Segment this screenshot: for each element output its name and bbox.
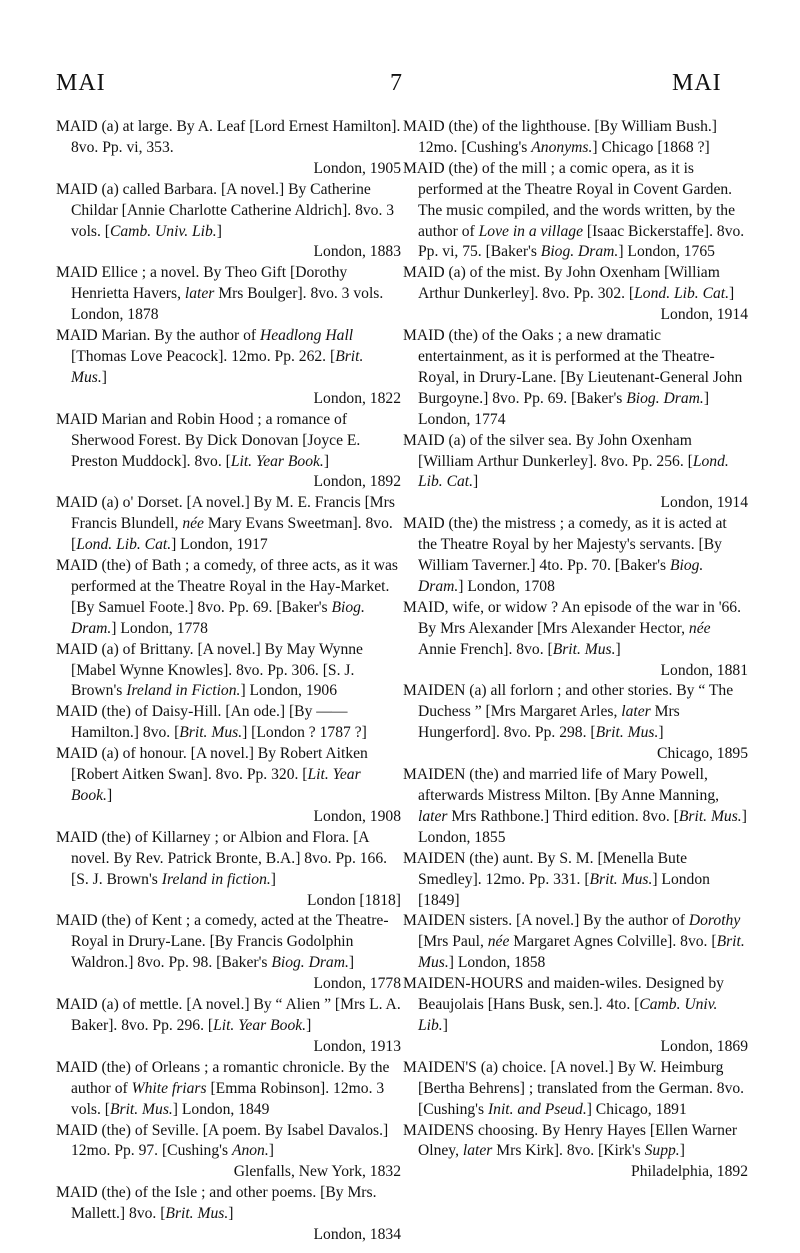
- entry-text: MAIDEN-HOURS and maiden-wiles. Designed by Beaujolais [Hans Busk, sen.]. 4to. [: [403, 975, 724, 1014]
- entry-imprint: London, 1914: [660, 306, 748, 324]
- entry-text: ]: [615, 640, 621, 658]
- entry-text: ] London, 1774: [418, 389, 710, 428]
- bibliography-entry: [56, 744, 401, 828]
- entry-text: MAID (the) of Orleans ; a romantic chronicle. By the author of: [56, 1058, 390, 1097]
- entry-text: ]: [270, 870, 276, 888]
- entry-text: MAID (a) o' Dorset. [A novel.] By M. E. Francis [Mrs Francis Blundell,: [56, 494, 395, 533]
- entry-italic-text: White friars: [131, 1079, 207, 1097]
- entry-text: MAID (a) of the mist. By John Oxenham [William Arthur Dunkerley]. 8vo. Pp. 302. [: [403, 264, 720, 303]
- entry-imprint: London, 1883: [313, 243, 401, 261]
- entry-italic-text: Brit. Mus.: [678, 807, 742, 825]
- entry-imprint: London, 1869: [660, 1037, 748, 1055]
- entry-text: MAID (a) of mettle. [A novel.] By “ Alien ” [Mrs L. A. Baker]. 8vo. Pp. 296. [: [56, 996, 401, 1034]
- entry-text: ]: [101, 368, 107, 386]
- entry-italic-text: Biog. Dram.: [271, 954, 349, 972]
- entry-italic-text: later: [462, 1142, 493, 1160]
- entry-text: [Thomas Love Peacock]. 12mo. Pp. 262. [: [71, 347, 336, 365]
- running-head: [0, 70, 800, 100]
- entry-italic-text: Brit. Mus.: [595, 724, 659, 742]
- bibliography-entry: [56, 1183, 401, 1246]
- entry-text: MAID (the) the mistress ; a comedy, as it is acted at the Theatre Royal by her Majesty's servants. [By William Taverner.] 4to. Pp. 70. [Baker's: [403, 515, 727, 575]
- bibliography-entry: [56, 1058, 401, 1121]
- entry-italic-text: Lit. Year Book.: [71, 766, 361, 804]
- entry-text: MAIDEN (the) and married life of Mary Powell, afterwards Mistress Milton. [By Anne Manning,: [403, 766, 720, 804]
- entry-text: MAID (the) of the mill ; a comic opera, as it is performed at the Theatre Royal in Covent Garden. The music compiled, and the words written, by the author of: [403, 159, 735, 240]
- entry-text: ] London, 1906: [240, 682, 338, 700]
- entry-italic-text: Biog. Dram.: [418, 557, 704, 595]
- entry-text: MAID (the) of Killarney ; or Albion and Flora. [A novel. By Rev. Patrick Bronte, B.A.] 8vo. Pp. 166. [S. J. Brown's: [56, 828, 388, 888]
- bibliography-entry: [403, 911, 748, 974]
- entry-italic-text: Brit. Mus.: [589, 870, 653, 888]
- entry-text: ]: [306, 1016, 312, 1034]
- entry-text: Mrs Boulger]. 8vo. 3 vols. London, 1878: [71, 285, 384, 324]
- entry-italic-text: Ireland in fiction.: [161, 870, 271, 888]
- entry-italic-text: Brit. Mus.: [109, 1100, 173, 1118]
- entry-italic-text: Supp.: [644, 1142, 680, 1160]
- entry-text: [Emma Robinson]. 12mo. 3 vols. [: [71, 1079, 385, 1118]
- entry-text: ]: [729, 285, 735, 303]
- entry-italic-text: Biog. Dram.: [626, 389, 704, 407]
- bibliography-entry: [56, 410, 401, 494]
- bibliography-entry: [403, 765, 748, 849]
- entry-italic-text: Init. and Pseud.: [487, 1100, 587, 1118]
- bibliography-entry: [56, 640, 401, 703]
- entry-text: ]: [679, 1142, 685, 1160]
- entry-text: ]: [348, 954, 355, 972]
- bibliography-entry: [403, 431, 748, 515]
- bibliography-entry: [403, 598, 748, 682]
- entry-text: ] London, 1778: [111, 619, 208, 637]
- entry-text: MAIDEN'S (a) choice. [A novel.] By W. Heimburg [Bertha Behrens] ; translated from the German. 8vo. [Cushing's: [403, 1058, 745, 1118]
- entry-text: MAID (the) of Seville. [A poem. By Isabel Davalos.] 12mo. Pp. 97. [Cushing's: [56, 1121, 389, 1160]
- entry-text: MAID (a) at large. By A. Leaf [Lord Ernest Hamilton]. 8vo. Pp. vi, 353.: [56, 118, 401, 156]
- entry-text: MAID (a) called Barbara. [A novel.] By Catherine Childar [Annie Charlotte Catherine Aldrich]. 8vo. 3 vols. [: [56, 180, 395, 240]
- entry-text: MAID, wife, or widow ? An episode of the war in '66. By Mrs Alexander [Mrs Alexander Hector,: [403, 598, 742, 637]
- bibliography-entry: [403, 681, 748, 765]
- entry-text: Mrs Hungerford]. 8vo. Pp. 298. [: [418, 703, 680, 742]
- entry-italic-text: Lond. Lib. Cat.: [418, 452, 729, 491]
- entry-text: ]: [473, 473, 479, 491]
- entry-italic-text: later: [184, 285, 215, 303]
- running-head-left: MAI: [56, 70, 106, 96]
- entry-italic-text: Lit. Year Book.: [230, 452, 324, 470]
- entry-text: MAIDEN sisters. [A novel.] By the author of: [403, 912, 689, 930]
- entry-italic-text: née: [487, 933, 510, 951]
- entry-imprint: London, 1905: [313, 159, 401, 177]
- entry-text: MAID (the) of the Oaks ; a new dramatic entertainment, as it is performed at the Theatre-Royal, in Drury-Lane. [By Lieutenant-General John Burgoyne.] 8vo. Pp. 69. [Baker's: [403, 327, 743, 407]
- bibliography-entry: [56, 556, 401, 640]
- entry-imprint: Chicago, 1895: [657, 745, 748, 763]
- entry-text: MAID Marian and Robin Hood ; a romance of Sherwood Forest. By Dick Donovan [Joyce E. Preston Muddock]. 8vo. [: [56, 410, 361, 470]
- entry-imprint: London, 1908: [313, 807, 401, 825]
- entry-italic-text: Headlong Hall: [259, 327, 354, 345]
- entry-text: [Isaac Bickerstaffe]. 8vo. Pp. vi, 75. [Baker's: [418, 222, 745, 261]
- entry-italic-text: Brit. Mus.: [71, 347, 364, 386]
- entry-text: ]: [228, 1205, 234, 1223]
- entry-text: ] London, 1917: [171, 536, 268, 554]
- entry-italic-text: Dorothy: [688, 912, 741, 930]
- entry-text: MAID Marian. By the author of: [56, 327, 260, 345]
- entry-italic-text: Brit. Mus.: [418, 933, 745, 972]
- bibliography-entry: [403, 514, 748, 598]
- entry-italic-text: Biog. Dram.: [540, 243, 619, 261]
- bibliography-entry: [403, 1121, 748, 1184]
- bibliography-entry: [56, 1121, 401, 1184]
- bibliography-entry: [56, 180, 401, 264]
- entry-italic-text: Brit. Mus.: [179, 724, 243, 742]
- entry-imprint: London, 1892: [313, 473, 401, 491]
- entry-text: ]: [268, 1142, 274, 1160]
- entry-italic-text: Camb. Univ. Lib.: [418, 996, 718, 1034]
- entry-text: MAID (the) of Daisy-Hill. [An ode.] [By —— Hamilton.] 8vo. [: [56, 703, 348, 742]
- entry-text: MAIDEN (the) aunt. By S. M. [Menella Bute Smedley]. 12mo. Pp. 331. [: [403, 849, 688, 888]
- entry-imprint: London, 1913: [313, 1037, 401, 1055]
- entry-italic-text: née: [688, 619, 711, 637]
- bibliography-entry: [403, 159, 748, 264]
- entry-text: Mrs Kirk]. 8vo. [Kirk's: [492, 1142, 645, 1160]
- entry-text: ] [London ? 1787 ?]: [242, 724, 367, 742]
- entry-italic-text: Anon.: [231, 1142, 269, 1160]
- entry-text: MAIDEN (a) all forlorn ; and other stories. By “ The Duchess ” [Mrs Margaret Arles,: [403, 682, 734, 721]
- bibliography-entry: [56, 828, 401, 912]
- entry-imprint: London [1818]: [307, 891, 401, 909]
- entry-imprint: London, 1881: [660, 661, 748, 679]
- entry-text: Mary Evans Sweetman]. 8vo. [: [71, 515, 393, 554]
- entry-text: ]: [442, 1016, 448, 1034]
- entry-italic-text: Ireland in Fiction.: [126, 682, 241, 700]
- bibliography-entry: [56, 911, 401, 995]
- bibliography-entry: [56, 493, 401, 556]
- entry-text: MAID (the) of Kent ; a comedy, acted at the Theatre-Royal in Drury-Lane. [By Francis Godolphin Waldron.] 8vo. Pp. 98. [Baker's: [56, 912, 389, 972]
- entry-italic-text: Biog. Dram.: [71, 598, 365, 637]
- entry-text: MAID Ellice ; a novel. By Theo Gift [Dorothy Henrietta Havers,: [56, 264, 348, 303]
- bibliography-entry: [403, 974, 748, 1058]
- entry-italic-text: Brit. Mus.: [552, 640, 616, 658]
- entry-italic-text: Camb. Univ. Lib.: [109, 222, 217, 240]
- entry-imprint: Philadelphia, 1892: [631, 1163, 748, 1181]
- entry-text: ] London, 1708: [458, 577, 555, 595]
- bibliography-entry: [403, 326, 748, 431]
- entry-imprint: London, 1914: [660, 494, 748, 512]
- entry-italic-text: Lond. Lib. Cat.: [76, 536, 172, 554]
- entry-italic-text: Lit. Year Book.: [213, 1016, 307, 1034]
- entry-text: Mrs Rathbone.] Third edition. 8vo. [: [447, 807, 679, 825]
- entry-imprint: London, 1822: [313, 389, 401, 407]
- entry-italic-text: Brit. Mus.: [165, 1205, 229, 1223]
- entry-text: Annie French]. 8vo. [: [418, 640, 553, 658]
- bibliography-entry: [403, 849, 748, 912]
- entry-italic-text: later: [621, 703, 651, 721]
- entry-italic-text: Love in a village: [478, 222, 583, 240]
- entry-text: ] Chicago, 1891: [586, 1100, 687, 1118]
- running-head-right: MAI: [672, 70, 722, 96]
- entry-text: [Mrs Paul,: [418, 933, 488, 951]
- entry-italic-text: Anonyms.: [531, 138, 593, 156]
- entry-text: ] London, 1849: [172, 1100, 270, 1118]
- bibliography-entry: [403, 1058, 748, 1121]
- entry-text: ] London, 1765: [618, 243, 715, 261]
- entry-imprint: London, 1834: [313, 1226, 401, 1244]
- right-column: [403, 117, 748, 1183]
- entry-text: MAID (a) of Brittany. [A novel.] By May Wynne [Mabel Wynne Knowles]. 8vo. Pp. 306. [S. J. Brown's: [56, 640, 363, 700]
- entry-text: ] Chicago [1868 ?]: [592, 138, 710, 156]
- entry-italic-text: later: [418, 807, 448, 825]
- bibliography-entry: [403, 117, 748, 159]
- entry-text: MAIDENS choosing. By Henry Hayes [Ellen Warner Olney,: [403, 1121, 738, 1160]
- entry-imprint: Glenfalls, New York, 1832: [233, 1163, 401, 1181]
- entry-italic-text: née: [182, 515, 204, 533]
- bibliography-entry: [56, 995, 401, 1058]
- entry-text: MAID (the) of Bath ; a comedy, of three acts, as it was performed at the Theatre Royal in the Hay-Market. [By Samuel Foote.] 8vo. Pp. 69. [Baker's: [56, 557, 398, 616]
- bibliography-entry: [56, 263, 401, 326]
- entry-text: ] London, 1858: [448, 954, 546, 972]
- left-column: [56, 117, 401, 1246]
- bibliography-entry: [56, 117, 401, 180]
- entry-text: ]: [216, 222, 222, 240]
- entry-text: ] London, 1855: [418, 807, 747, 846]
- page-number: 7: [390, 70, 402, 96]
- bibliography-entry: [403, 263, 748, 326]
- entry-text: ]: [323, 452, 330, 470]
- entry-text: MAID (the) of the lighthouse. [By William Bush.] 12mo. [Cushing's: [403, 118, 717, 156]
- entry-text: MAID (a) of the silver sea. By John Oxenham [William Arthur Dunkerley]. 8vo. Pp. 256. [: [403, 431, 693, 470]
- bibliography-entry: [56, 702, 401, 744]
- entry-text: ] London [1849]: [418, 870, 710, 909]
- bibliography-entry: [56, 326, 401, 410]
- entry-imprint: London, 1778: [313, 975, 401, 993]
- entry-text: Margaret Agnes Colville]. 8vo. [: [509, 933, 717, 951]
- entry-text: ]: [658, 724, 664, 742]
- entry-text: MAID (a) of honour. [A novel.] By Robert Aitken [Robert Aitken Swan]. 8vo. Pp. 320. [: [56, 745, 368, 784]
- entry-text: ]: [106, 787, 113, 804]
- entry-text: MAID (the) of the Isle ; and other poems. [By Mrs. Mallett.] 8vo. [: [56, 1184, 377, 1223]
- entry-italic-text: Lond. Lib. Cat.: [634, 285, 730, 303]
